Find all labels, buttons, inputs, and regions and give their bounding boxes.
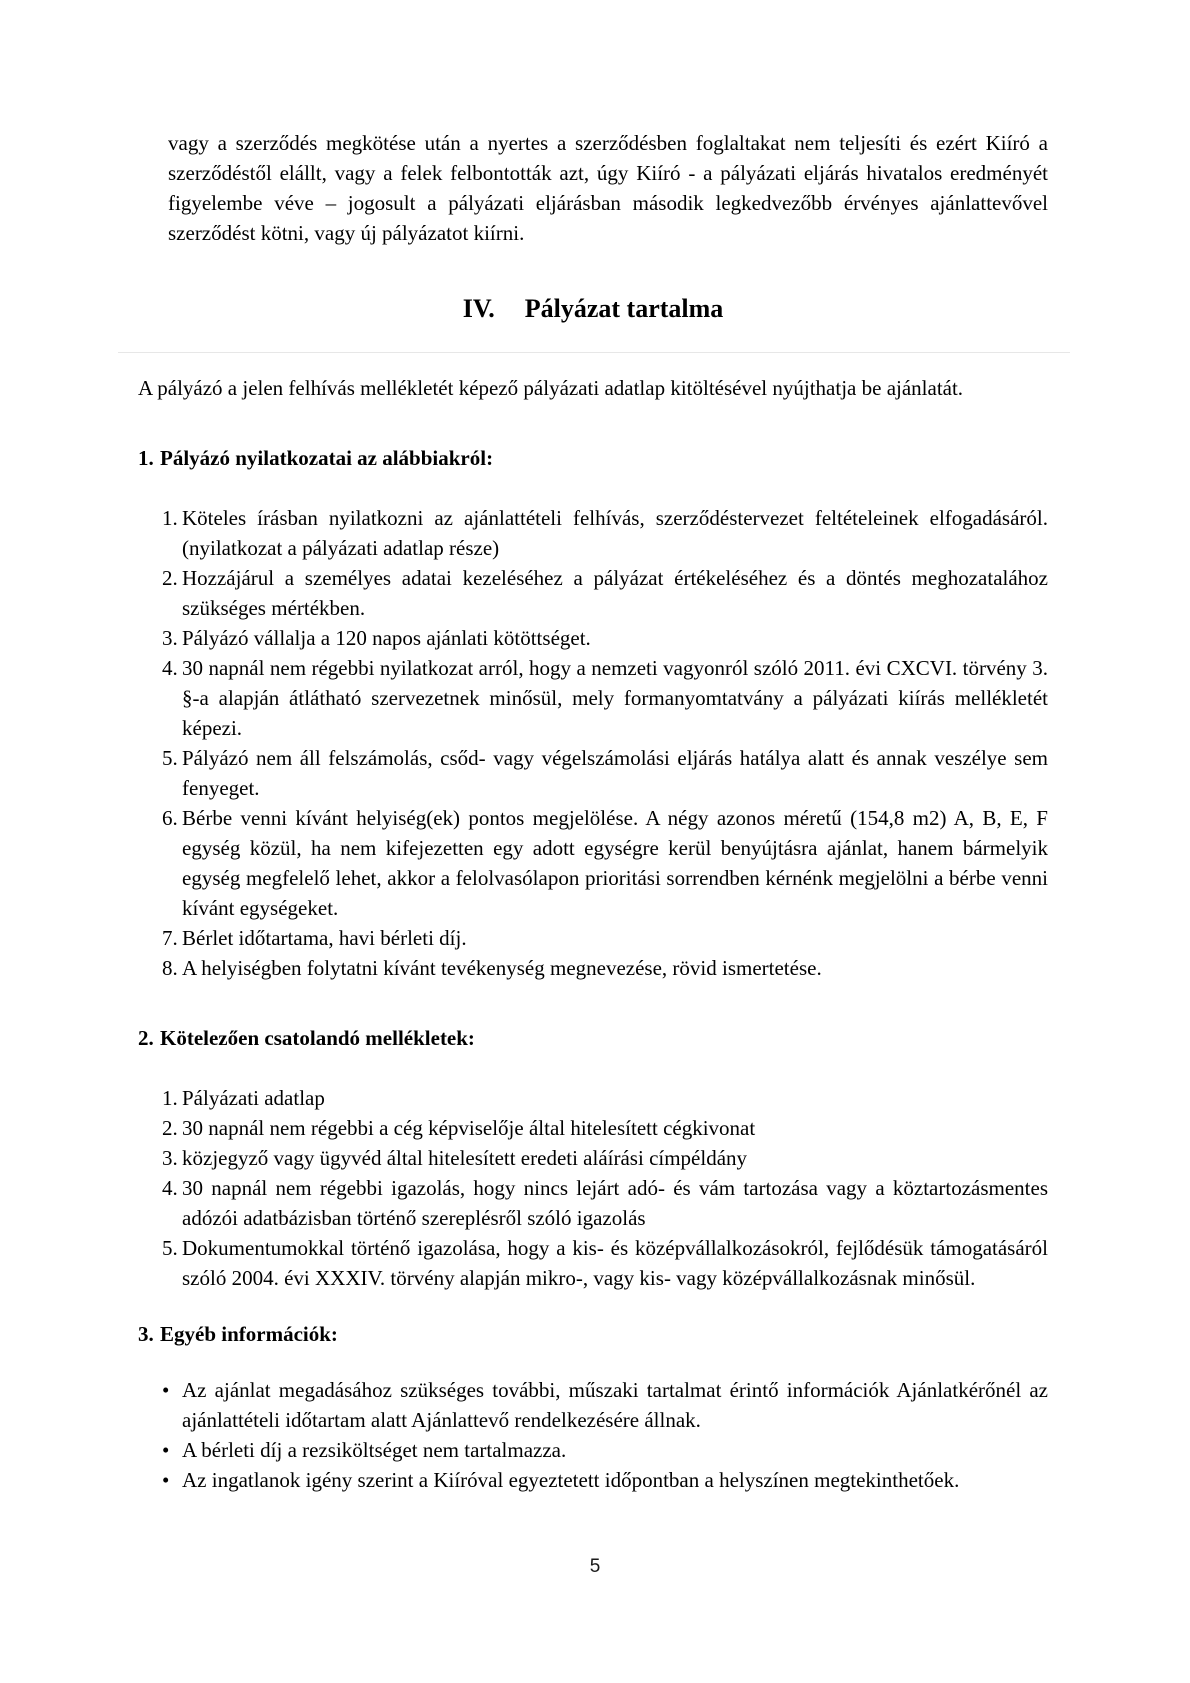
bullet-item — [138, 1435, 1048, 1465]
list-item — [138, 1233, 1048, 1293]
list-item-text: 30 napnál nem régebbi a cég képviselője által hitelesített cégkivonat — [182, 1116, 756, 1140]
declarations-list — [138, 503, 1048, 983]
list-item-text: Hozzájárul a személyes adatai kezeléséhez a pályázat értékeléséhez és a döntés meghozatalához szükséges mértékben. — [182, 566, 1048, 620]
list-item-text: 30 napnál nem régebbi nyilatkozat arról, hogy a nemzeti vagyonról szóló 2011. évi CXCVI. törvény 3. §-a alapján átlátható szervezetnek minősül, mely formanyomtatvány a pályázati kiírás mellékletét képezi. — [182, 656, 1048, 740]
list-item-text: 30 napnál nem régebbi igazolás, hogy nincs lejárt adó- és vám tartozása vagy a köztartozásmentes adózói adatbázisban történő szereplésről szóló igazolás — [182, 1176, 1048, 1230]
section-heading-3 — [138, 1319, 1048, 1349]
bullet-text: A bérleti díj a rezsiköltséget nem tartalmazza. — [182, 1438, 567, 1462]
list-item-number: 3. — [162, 1146, 178, 1170]
bullet-item — [138, 1375, 1048, 1435]
section-title: Egyéb információk: — [160, 1322, 338, 1346]
list-item — [138, 1113, 1048, 1143]
list-item-number: 5. — [162, 1236, 178, 1260]
list-item-number: 6. — [162, 806, 178, 830]
section-number: 3. — [138, 1322, 154, 1346]
list-item-text: A helyiségben folytatni kívánt tevékenység megnevezése, rövid ismertetése. — [182, 956, 822, 980]
section-title: Pályázó nyilatkozatai az alábbiakról: — [160, 446, 494, 470]
list-item-number: 1. — [162, 1086, 178, 1110]
bullet-icon: • — [162, 1468, 170, 1492]
list-item-number: 4. — [162, 1176, 178, 1200]
list-item-text: Pályázó vállalja a 120 napos ajánlati kötöttséget. — [182, 626, 591, 650]
list-item-number: 5. — [162, 746, 178, 770]
list-item-text: közjegyző vagy ügyvéd által hitelesített eredeti aláírási címpéldány — [182, 1146, 748, 1170]
list-item — [138, 803, 1048, 923]
list-item — [138, 923, 1048, 953]
section-title: Kötelezően csatolandó mellékletek: — [160, 1026, 475, 1050]
bullet-text: Az ajánlat megadásához szükséges további, műszaki tartalmat érintő információk Ajánlatkérőnél az ajánlattételi időtartam alatt Ajánlattevő rendelkezésére állnak. — [182, 1378, 1048, 1432]
list-item — [138, 743, 1048, 803]
list-item-text: Köteles írásban nyilatkozni az ajánlattételi felhívás, szerződéstervezet feltételeinek elfogadásáról. (nyilatkozat a pályázati adatlap része) — [182, 506, 1048, 560]
list-item — [138, 623, 1048, 653]
chapter-title: Pályázat tartalma — [524, 294, 724, 323]
list-item-text: Pályázó nem áll felszámolás, csőd- vagy végelszámolási eljárás hatálya alatt és annak veszélye sem fenyeget. — [182, 746, 1048, 800]
section-divider — [118, 352, 1070, 353]
bullet-icon: • — [162, 1378, 170, 1402]
page-number: 5 — [589, 1556, 601, 1577]
chapter-heading — [138, 292, 1048, 326]
list-item-number: 7. — [162, 926, 178, 950]
list-item-text: Bérlet időtartama, havi bérleti díj. — [182, 926, 467, 950]
chapter-numeral: IV. — [462, 294, 495, 323]
list-item-text: Dokumentumokkal történő igazolása, hogy a kis- és középvállalkozásokról, fejlődésük támogatásáról szóló 2004. évi XXXIV. törvény alapján mikro-, vagy kis- vagy középvállalkozásnak minősül. — [182, 1236, 1048, 1290]
attachments-list — [138, 1083, 1048, 1293]
section-number: 1. — [138, 446, 154, 470]
intro-paragraph: vagy a szerződés megkötése után a nyertes a szerződésben foglaltakat nem teljesíti és ezért Kiíró a szerződéstől elállt, vagy a felek felbontották azt, úgy Kiíró - a pályázati eljárás hivatalos eredményét figyelembe véve – jogosult a pályázati eljárásban második legkedvezőbb érvényes ajánlattevővel szerződést kötni, vagy új pályázatot kiírni. — [168, 131, 1048, 245]
list-item — [138, 503, 1048, 563]
bullet-icon: • — [162, 1438, 170, 1462]
section-heading-1 — [138, 443, 1048, 473]
list-item-number: 2. — [162, 1116, 178, 1140]
list-item-number: 2. — [162, 566, 178, 590]
section-heading-2 — [138, 1023, 1048, 1053]
list-item-number: 8. — [162, 956, 178, 980]
list-item — [138, 953, 1048, 983]
list-item-number: 1. — [162, 506, 178, 530]
bullet-item — [138, 1465, 1048, 1495]
list-item-text: Bérbe venni kívánt helyiség(ek) pontos megjelölése. A négy azonos méretű (154,8 m2) A, B, E, F egység közül, ha nem kifejezetten egy adott egységre kerül benyújtásra ajánlat, hanem bármelyik egység megfelelő lehet, akkor a felolvasólapon prioritási sorrendben kérnénk megjelölni a bérbe venni kívánt egységeket. — [182, 806, 1048, 920]
lead-paragraph: A pályázó a jelen felhívás mellékletét képező pályázati adatlap kitöltésével nyújthatja be ajánlatát. — [138, 376, 964, 400]
list-item — [138, 1083, 1048, 1113]
section-number: 2. — [138, 1026, 154, 1050]
list-item-number: 3. — [162, 626, 178, 650]
bullet-text: Az ingatlanok igény szerint a Kiíróval egyeztetett időpontban a helyszínen megtekinthetőek. — [182, 1468, 960, 1492]
list-item — [138, 653, 1048, 743]
list-item — [138, 1173, 1048, 1233]
other-info-list — [138, 1375, 1048, 1495]
list-item-text: Pályázati adatlap — [182, 1086, 325, 1110]
list-item — [138, 1143, 1048, 1173]
list-item-number: 4. — [162, 656, 178, 680]
list-item — [138, 563, 1048, 623]
